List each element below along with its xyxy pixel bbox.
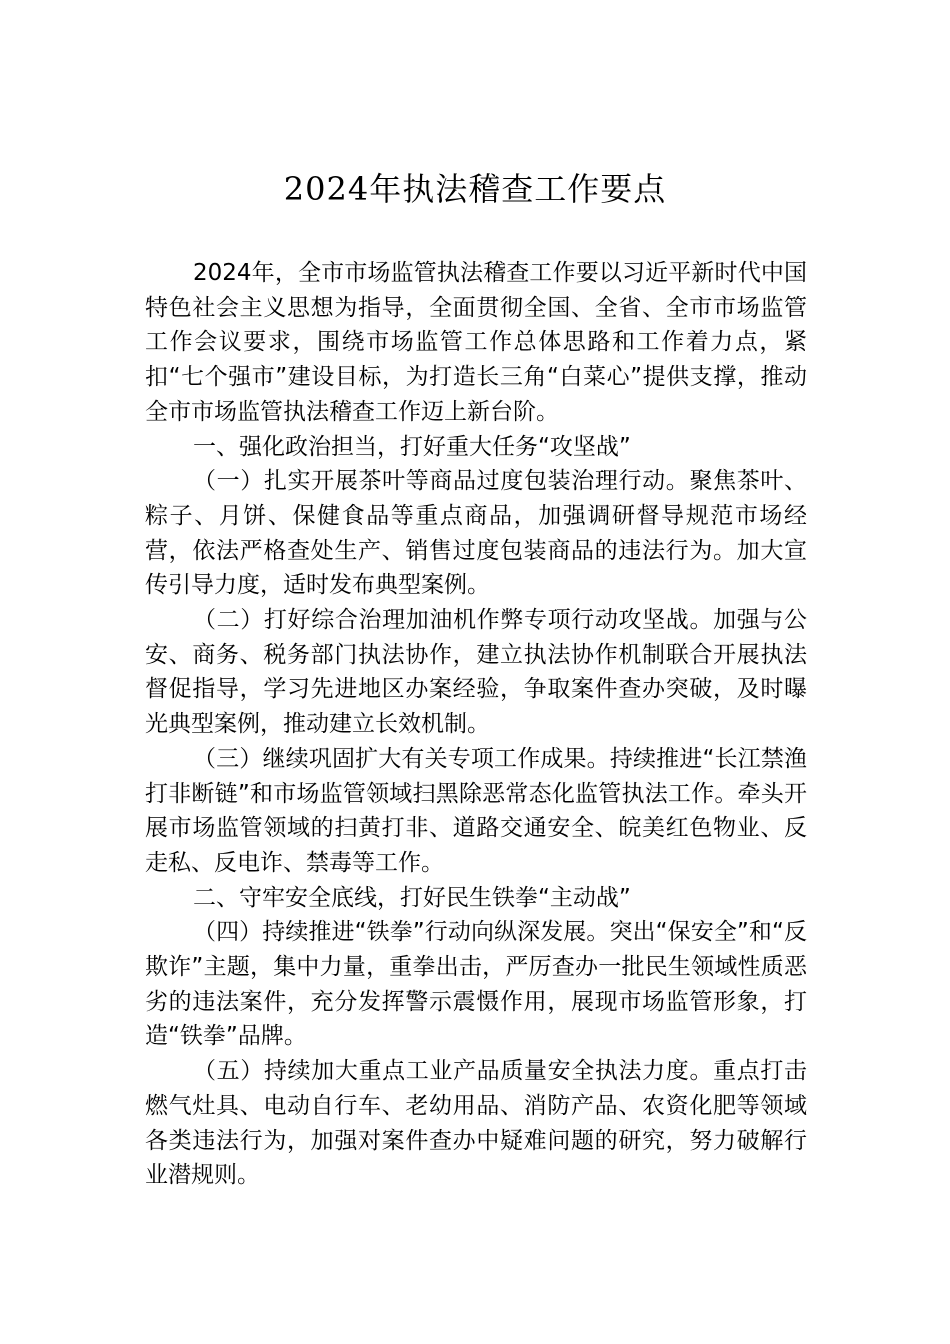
paragraph-item-4: （四）持续推进“铁拳”行动向纵深发展。突出“保安全”和“反欺诈”主题，集中力量，重拳出击，严厉查办一批民生领域性质恶劣的违法案件，充分发挥警示震慑作用，展现市场监管形象，打造“铁拳”品牌。 xyxy=(145,919,807,1050)
paragraph-item-1: （一）扎实开展茶叶等商品过度包装治理行动。聚焦茶叶、粽子、月饼、保健食品等重点商品，加强调研督导规范市场经营，依法严格查处生产、销售过度包装商品的违法行为。加大宣传引导力度，适时发布典型案例。 xyxy=(145,468,807,599)
section-heading-1: 一、强化政治担当，打好重大任务“攻坚战” xyxy=(193,433,631,460)
document-body xyxy=(145,256,807,1193)
paragraph-item-3: （三）继续巩固扩大有关专项工作成果。持续推进“长江禁渔 打非断链”和市场监管领域扫黑除恶常态化监管执法工作。牵头开展市场监管领域的扫黄打非、道路交通安全、皖美红色物业、反走私、反电诈、禁毒等工作。 xyxy=(145,745,807,876)
paragraph-intro: 2024年，全市市场监管执法稽查工作要以习近平新时代中国特色社会主义思想为指导，全面贯彻全国、全省、全市市场监管工作会议要求，围绕市场监管工作总体思路和工作着力点，紧扣“七个强市”建设目标，为打造长三角“白菜心”提供支撑，推动全市市场监管执法稽查工作迈上新台阶。 xyxy=(145,260,807,425)
paragraph-item-5: （五）持续加大重点工业产品质量安全执法力度。重点打击燃气灶具、电动自行车、老幼用品、消防产品、农资化肥等领域各类违法行为，加强对案件查办中疑难问题的研究，努力破解行业潜规则。 xyxy=(145,1058,807,1189)
section-heading-2: 二、守牢安全底线，打好民生铁拳“主动战” xyxy=(193,884,631,911)
document-title: 2024年执法稽查工作要点 xyxy=(283,170,667,208)
paragraph-item-2: （二）打好综合治理加油机作弊专项行动攻坚战。加强与公安、商务、税务部门执法协作，建立执法协作机制联合开展执法督促指导，学习先进地区办案经验，争取案件查办突破，及时曝光典型案例，推动建立长效机制。 xyxy=(145,607,807,738)
